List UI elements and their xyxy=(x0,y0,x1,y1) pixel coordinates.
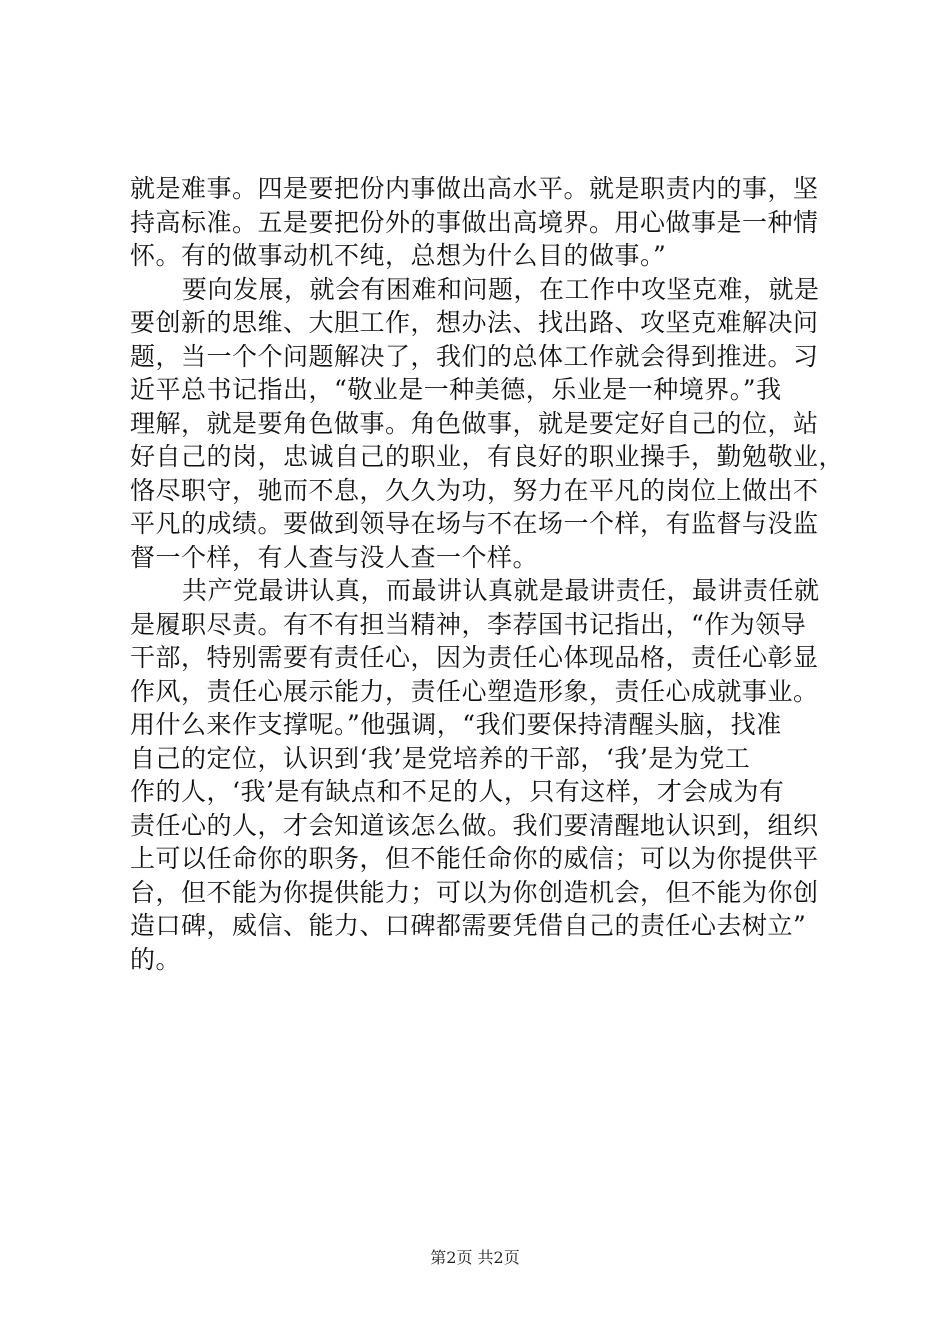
paragraph-3 xyxy=(130,574,830,976)
text-line: 造口碑，威信、能力、口碑都需要凭借自己的责任心去树立” xyxy=(130,911,807,940)
text-line: 干部，特别需要有责任心，因为责任心体现品格，责任心彰显 xyxy=(130,643,819,672)
text-line: 就是难事。四是要把份内事做出高水平。就是职责内的事，坚 xyxy=(130,174,819,203)
text-line: 是履职尽责。有不有担当精神，李荐国书记指出，“作为领导 xyxy=(130,609,807,639)
text-line: 台，但不能为你提供能力；可以为你创造机会，但不能为你创 xyxy=(130,877,819,907)
text-line: 的。 xyxy=(130,944,182,974)
text-line: 要创新的思维、大胆工作，想办法、找出路、攻坚克难解决问 xyxy=(130,308,819,337)
text-line: 责任心的人，才会知道该怎么做。我们要清醒地认识到，组织 xyxy=(130,810,819,840)
page-number-footer: 第2页 共2页 xyxy=(430,1248,520,1267)
text-line: 自己的定位，认识到‘我’是党培养的干部，‘我’是为党工 xyxy=(130,743,751,773)
text-line: 怀。有的做事动机不纯，总想为什么目的做事。” xyxy=(130,241,667,270)
text-line: 持高标准。五是要把份外的事做出高境界。用心做事是一种情 xyxy=(130,207,819,237)
text-line: 用什么来作支撑呢。”他强调，“我们要保持清醒头脑，找准 xyxy=(130,710,782,739)
text-line: 作风，责任心展示能力，责任心塑造形象，责任心成就事业。 xyxy=(130,676,819,706)
paragraph-1 xyxy=(130,172,830,273)
text-line: 作的人，‘我’是有缺点和不足的人，只有这样，才会成为有 xyxy=(130,777,785,806)
text-line: 好自己的岗，忠诚自己的职业，有良好的职业操手，勤勉敬业， xyxy=(130,442,845,471)
text-line: 共产党最讲认真，而最讲认真就是最讲责任，最讲责任就 xyxy=(182,576,820,605)
paragraph-2 xyxy=(130,273,845,575)
text-line: 恪尽职守，驰而不息，久久为功，努力在平凡的岗位上做出不 xyxy=(130,475,819,505)
document-body xyxy=(130,172,845,976)
text-line: 理解，就是要角色做事。角色做事，就是要定好自己的位，站 xyxy=(130,408,819,438)
text-line: 近平总书记指出，“敬业是一种美德，乐业是一种境界。”我 xyxy=(130,375,782,404)
text-line: 平凡的成绩。要做到领导在场与不在场一个样，有监督与没监 xyxy=(130,509,819,538)
text-line: 题，当一个个问题解决了，我们的总体工作就会得到推进。习 xyxy=(130,341,819,371)
text-line: 上可以任命你的职务，但不能任命你的威信；可以为你提供平 xyxy=(130,844,819,873)
text-line: 督一个样，有人查与没人查一个样。 xyxy=(130,542,539,572)
text-line: 要向发展，就会有困难和问题，在工作中攻坚克难，就是 xyxy=(182,274,820,304)
